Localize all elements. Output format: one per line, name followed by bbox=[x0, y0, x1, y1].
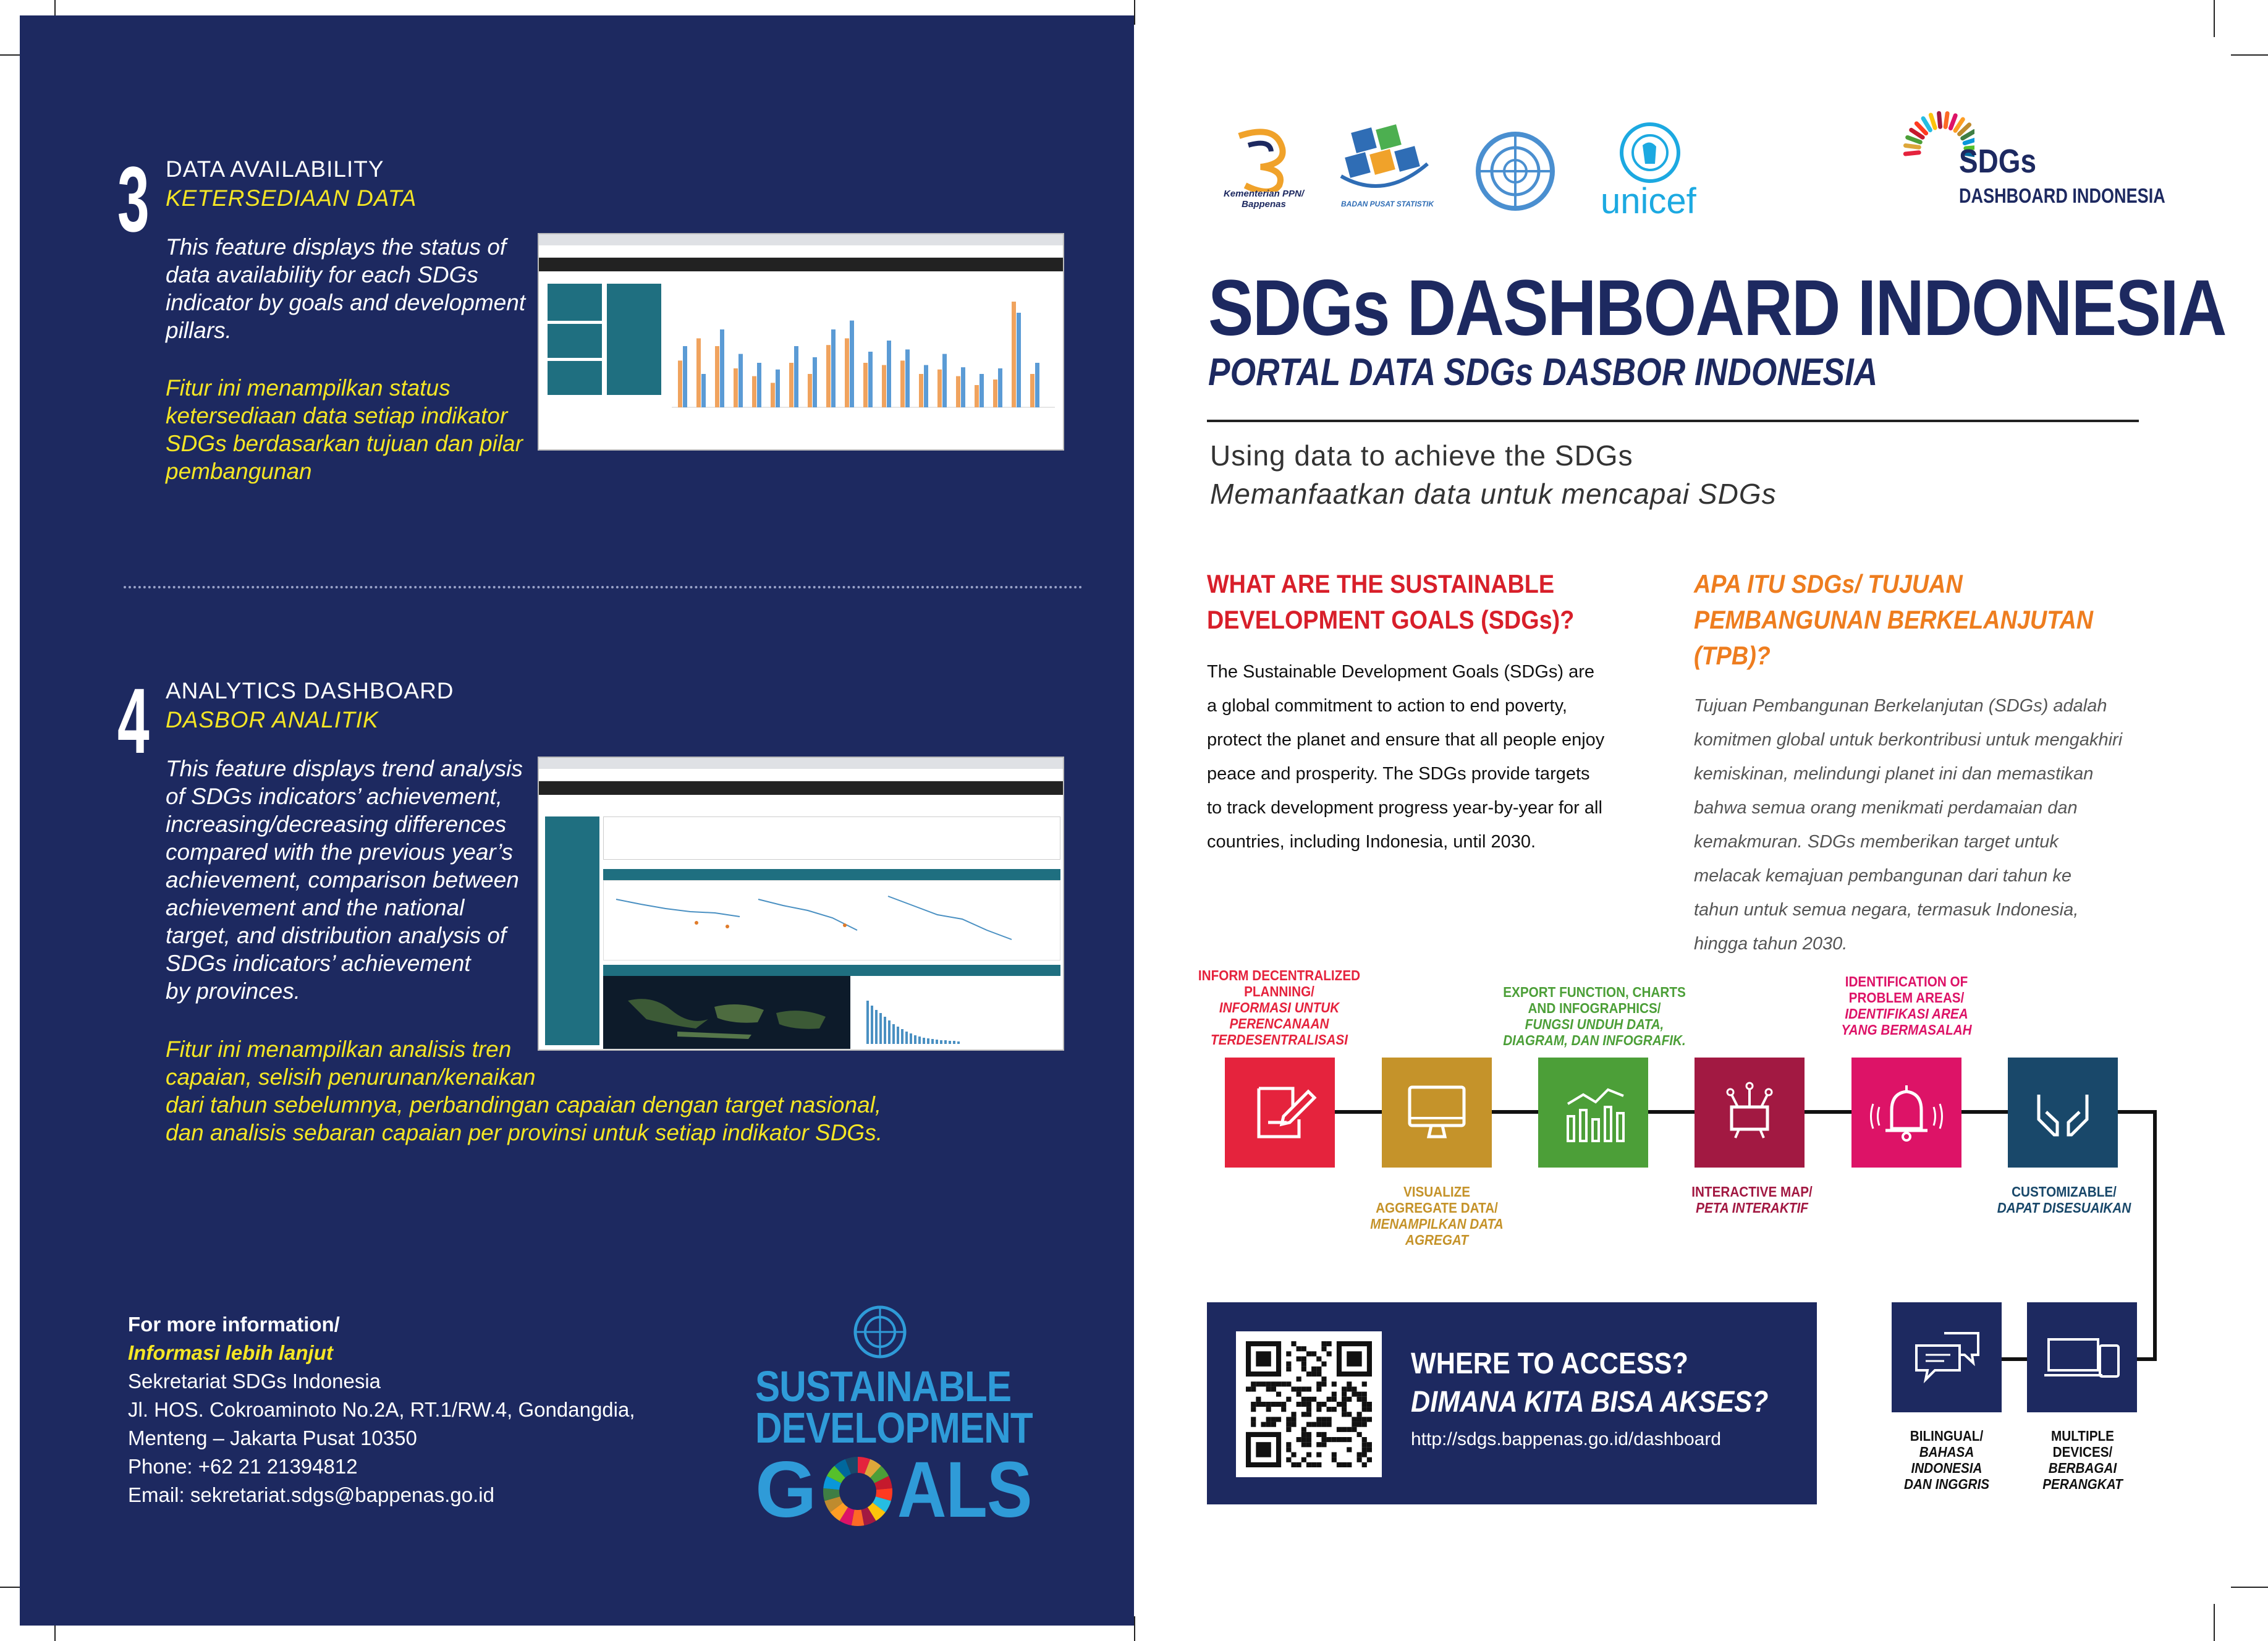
bar bbox=[808, 374, 812, 407]
bar bbox=[980, 374, 984, 407]
section-4-text-id: Fitur ini menampilkan analisis tren capaian, selisih penurunan/kenaikan dari tahun sebelumnya, perbandingan capaian dengan target nasional, dan analisis sebaran capaian per provinsi untuk setiap indikator SDGs. bbox=[166, 1037, 882, 1145]
bar bbox=[813, 357, 817, 407]
feature-tile-export bbox=[1538, 1058, 1648, 1168]
access-title: WHERE TO ACCESS? bbox=[1411, 1347, 1688, 1380]
un-emblem-icon bbox=[849, 1301, 911, 1363]
feature-label-problem-areas: IDENTIFICATION OF PROBLEM AREAS/ IDENTIFIKASI AREA YANG BERMASALAH bbox=[1841, 973, 1972, 1038]
unicef-wordmark: unicef bbox=[1601, 181, 1696, 221]
contact-block: For more information/ Informasi lebih lanjut Sekretariat SDGs Indonesia Jl. HOS. Cokroaminoto No.2A, RT.1/RW.4, Gondangdia, Menteng – Jakarta Pusat 10350 Phone: +62 21 21394812 Email: sekretariat.sdgs@bappenas.go.id bbox=[128, 1310, 635, 1509]
feature-label-planning: INFORM DECENTRALIZED PLANNING/ INFORMASI UNTUK PERENCANAAN TERDESENTRALISASI bbox=[1198, 967, 1361, 1048]
sdg-ray bbox=[1905, 145, 1919, 147]
province-bar-chart bbox=[854, 976, 1060, 1049]
feature-label-export: EXPORT FUNCTION, CHARTS AND INFOGRAPHICS/ FUNGSI UNDUH DATA, DIAGRAM, DAN INFOGRAFIK. bbox=[1503, 984, 1686, 1048]
feature-tile-devices bbox=[2027, 1302, 2137, 1412]
bar bbox=[1035, 363, 1039, 407]
bar bbox=[924, 365, 928, 407]
sdg-ray bbox=[1931, 115, 1935, 128]
bar bbox=[757, 363, 761, 407]
feature-tile-customizable bbox=[2008, 1058, 2118, 1168]
contact-heading-id: Informasi lebih lanjut bbox=[128, 1341, 333, 1364]
title-rule bbox=[1207, 420, 2139, 422]
feature-tile-map bbox=[1695, 1058, 1805, 1168]
access-url-link[interactable]: http://sdgs.bappenas.go.id/dashboard bbox=[1411, 1429, 1722, 1449]
bar bbox=[1017, 313, 1021, 407]
bar bbox=[942, 354, 947, 407]
feature-connector-mid bbox=[2000, 1357, 2027, 1361]
left-panel bbox=[20, 15, 1134, 1626]
apa-heading: APA ITU SDGs/ TUJUAN PEMBANGUNAN BERKELANJUTAN (TPB)? bbox=[1694, 569, 2094, 670]
chart-icon bbox=[1538, 1058, 1648, 1168]
bar bbox=[887, 341, 891, 407]
bappenas-logo-icon bbox=[1227, 124, 1301, 192]
bar bbox=[956, 376, 960, 407]
feature-tile-planning bbox=[1225, 1058, 1335, 1168]
data-availability-bar-chart bbox=[672, 293, 1055, 417]
bar bbox=[831, 329, 836, 407]
bilingual-label: BILINGUAL/ BAHASA INDONESIA DAN INGGRIS bbox=[1903, 1428, 1990, 1492]
page-title: SDGs DASHBOARD INDONESIA bbox=[1208, 264, 2226, 352]
sdg-ray bbox=[1963, 132, 1974, 138]
sdgs-dashboard-logo-sub: DASHBOARD INDONESIA bbox=[1959, 184, 2165, 207]
what-text: The Sustainable Development Goals (SDGs) are a global commitment to action to end poverty, protect the planet and ensure that all people enjoy peace and prosperity. The SDGs provide targets to track development progress year-by-year for all countries, including Indonesia, until 2030. bbox=[1207, 662, 1605, 852]
feature-tile-bilingual bbox=[1892, 1302, 2002, 1412]
qr-code[interactable] bbox=[1236, 1331, 1382, 1477]
bar bbox=[975, 385, 979, 407]
bar bbox=[868, 352, 873, 407]
bappenas-label: Kementerian PPN/ Bappenas bbox=[1223, 189, 1305, 210]
section-4-text-en: This feature displays trend analysis of SDGs indicators’ achievement, increasing/decreasing differences compared with the previous year’s achievement, comparison between achievement and the national target, and distribution analysis of SDGs indicators’ achievement by provinces. bbox=[166, 756, 523, 1004]
bar bbox=[863, 363, 868, 407]
trend-line-chart bbox=[604, 881, 1060, 960]
qr-code-icon bbox=[1246, 1341, 1372, 1467]
sdg-wheel-icon bbox=[822, 1456, 894, 1527]
bar bbox=[701, 374, 706, 407]
devices-icon bbox=[2027, 1302, 2137, 1412]
bar bbox=[794, 346, 798, 407]
section-divider bbox=[124, 586, 1083, 588]
bar bbox=[826, 345, 831, 407]
province-map bbox=[603, 976, 850, 1049]
sdg-ray bbox=[1950, 116, 1955, 129]
bar bbox=[961, 367, 965, 407]
section-3-title: DATA AVAILABILITY bbox=[166, 156, 384, 182]
contact-email[interactable]: Email: sekretariat.sdgs@bappenas.go.id bbox=[128, 1483, 494, 1506]
sdg-logo-goals-rest: ALS bbox=[897, 1446, 1032, 1534]
bar bbox=[683, 346, 687, 407]
chat-bubbles-icon bbox=[1892, 1302, 2002, 1412]
alarm-bell-icon bbox=[1851, 1058, 1961, 1168]
hands-icon bbox=[2008, 1058, 2118, 1168]
section-4-subtitle: DASBOR ANALITIK bbox=[166, 707, 379, 732]
section-4-number: 4 bbox=[117, 669, 150, 773]
bar bbox=[776, 370, 780, 407]
section-4-title: ANALYTICS DASHBOARD bbox=[166, 678, 454, 703]
sdg-ray bbox=[1945, 114, 1947, 127]
feature-tile-visualize bbox=[1382, 1058, 1492, 1168]
section-3-number: 3 bbox=[117, 147, 150, 251]
sdg-ray bbox=[1908, 137, 1921, 142]
sdg-logo-line2: DEVELOPMENT bbox=[755, 1404, 1033, 1452]
feature-tile-problem-areas bbox=[1851, 1058, 1961, 1168]
unicef-logo-icon bbox=[1613, 121, 1687, 189]
section-3-subtitle: KETERSEDIAAN DATA bbox=[166, 185, 417, 211]
bar bbox=[738, 354, 743, 407]
bar bbox=[1030, 374, 1035, 407]
bar bbox=[678, 360, 682, 407]
access-title-id: DIMANA KITA BISA AKSES? bbox=[1411, 1386, 1769, 1418]
data-availability-screenshot bbox=[538, 233, 1064, 451]
bar bbox=[998, 368, 1002, 407]
access-box bbox=[1207, 1302, 1817, 1504]
monitor-icon bbox=[1382, 1058, 1492, 1168]
feature-label-customizable: CUSTOMIZABLE/ DAPAT DISESUAIKAN bbox=[1997, 1184, 2131, 1216]
what-heading: WHAT ARE THE SUSTAINABLE DEVELOPMENT GOALS (SDGs)? bbox=[1207, 569, 1575, 634]
interactive-map-icon bbox=[1695, 1058, 1805, 1168]
feature-label-visualize: VISUALIZE AGGREGATE DATA/ MENAMPILKAN DATA AGREGAT bbox=[1370, 1184, 1504, 1248]
bar bbox=[1012, 302, 1016, 407]
section-3-text-en: This feature displays the status of data availability for each SDGs indicator by goals and development pillars. bbox=[166, 234, 526, 343]
bps-label: BADAN PUSAT STATISTIK bbox=[1341, 200, 1434, 208]
bar bbox=[715, 346, 719, 407]
feature-connector-vertical bbox=[2153, 1110, 2157, 1361]
bar bbox=[845, 338, 849, 407]
bar bbox=[720, 329, 724, 407]
sdgs-dashboard-logo-word: SDGs bbox=[1959, 143, 2037, 180]
apa-text: Tujuan Pembangunan Berkelanjutan (SDGs) adalah komitmen global untuk berkontribusi untuk mengakhiri kemiskinan, melindungi planet ini dan memastikan bahwa semua orang menikmati perdamaian dan kemakmuran. SDGs memberikan target untuk melacak kemajuan pembangunan dari tahun ke tahun untuk semua negara, termasuk Indonesia, hingga tahun 2030. bbox=[1694, 696, 2123, 954]
bar bbox=[993, 380, 997, 407]
devices-label: MULTIPLE DEVICES/ BERBAGAI PERANGKAT bbox=[2042, 1428, 2123, 1492]
analytics-dashboard-screenshot bbox=[538, 757, 1064, 1051]
bps-logo-icon bbox=[1335, 121, 1434, 207]
bar bbox=[696, 338, 701, 407]
bar bbox=[919, 374, 923, 407]
feature-label-map: INTERACTIVE MAP/ PETA INTERAKTIF bbox=[1691, 1184, 1813, 1216]
bar bbox=[850, 321, 854, 407]
section-3-text-id: Fitur ini menampilkan status ketersediaan data setiap indikator SDGs berdasarkan tujuan dan pilar pembangunan bbox=[166, 375, 523, 484]
sdg-ray bbox=[1939, 113, 1940, 127]
tagline-id: Memanfaatkan data untuk mencapai SDGs bbox=[1210, 478, 1777, 510]
contact-heading: For more information/ bbox=[128, 1313, 340, 1336]
sdg-ray bbox=[1905, 153, 1919, 154]
bar bbox=[882, 365, 886, 407]
sdg-logo-goals: G bbox=[755, 1446, 816, 1534]
sdg-logo-line1: SUSTAINABLE bbox=[755, 1362, 1012, 1410]
bar bbox=[771, 383, 775, 407]
bar bbox=[789, 363, 793, 407]
sdg-ray bbox=[1923, 119, 1930, 130]
bar bbox=[734, 368, 738, 407]
planning-icon bbox=[1225, 1058, 1335, 1168]
tagline-en: Using data to achieve the SDGs bbox=[1210, 439, 1633, 472]
bar bbox=[937, 370, 942, 407]
page-subtitle: PORTAL DATA SDGs DASBOR INDONESIA bbox=[1208, 351, 1878, 394]
bar bbox=[900, 360, 905, 407]
bar bbox=[752, 376, 756, 407]
united-nations-logo-icon bbox=[1465, 127, 1567, 219]
bar bbox=[905, 349, 910, 407]
